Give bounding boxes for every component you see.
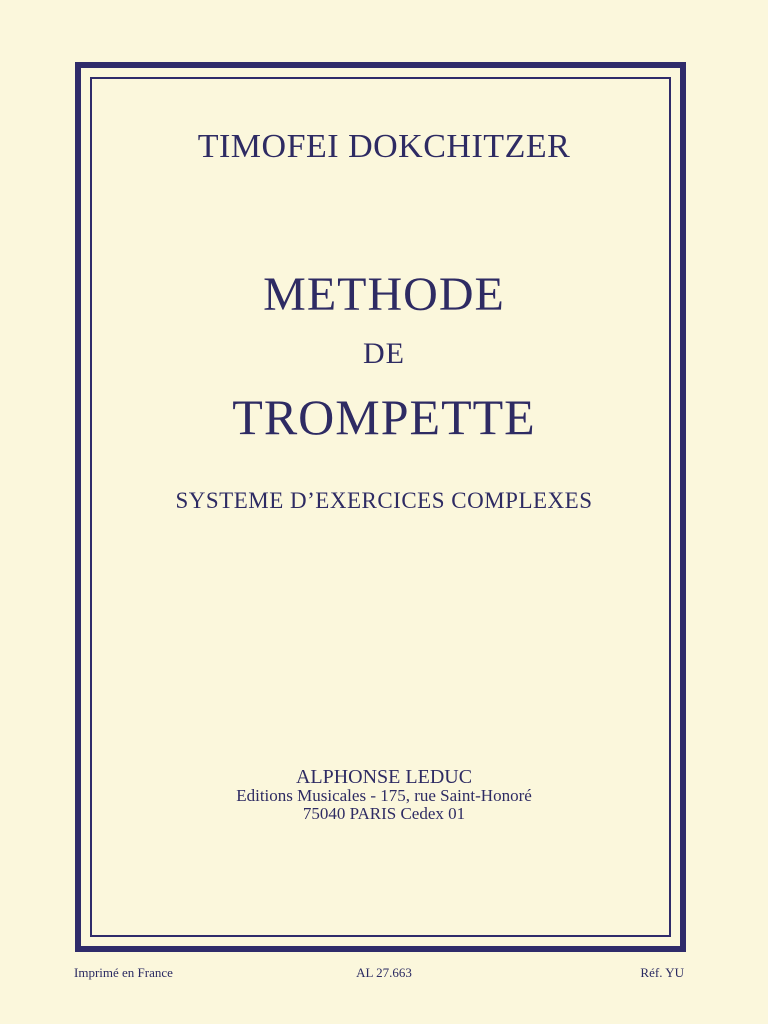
title-line-methode: METHODE bbox=[263, 268, 505, 321]
printed-in-label: Imprimé en France bbox=[74, 965, 173, 980]
publisher-name: ALPHONSE LEDUC bbox=[295, 766, 473, 788]
title-line-de: DE bbox=[363, 337, 405, 370]
publisher-address-line-2: 75040 PARIS Cedex 01 bbox=[302, 804, 466, 823]
subtitle: SYSTEME D’EXERCICES COMPLEXES bbox=[175, 488, 593, 513]
catalog-number: AL 27.663 bbox=[356, 965, 412, 980]
reference-code: Réf. YU bbox=[640, 965, 684, 980]
publisher-address-line-1: Editions Musicales - 175, rue Saint-Honoré bbox=[236, 786, 532, 805]
author-name: TIMOFEI DOKCHITZER bbox=[197, 128, 571, 165]
title-line-trompette: TROMPETTE bbox=[232, 389, 536, 445]
